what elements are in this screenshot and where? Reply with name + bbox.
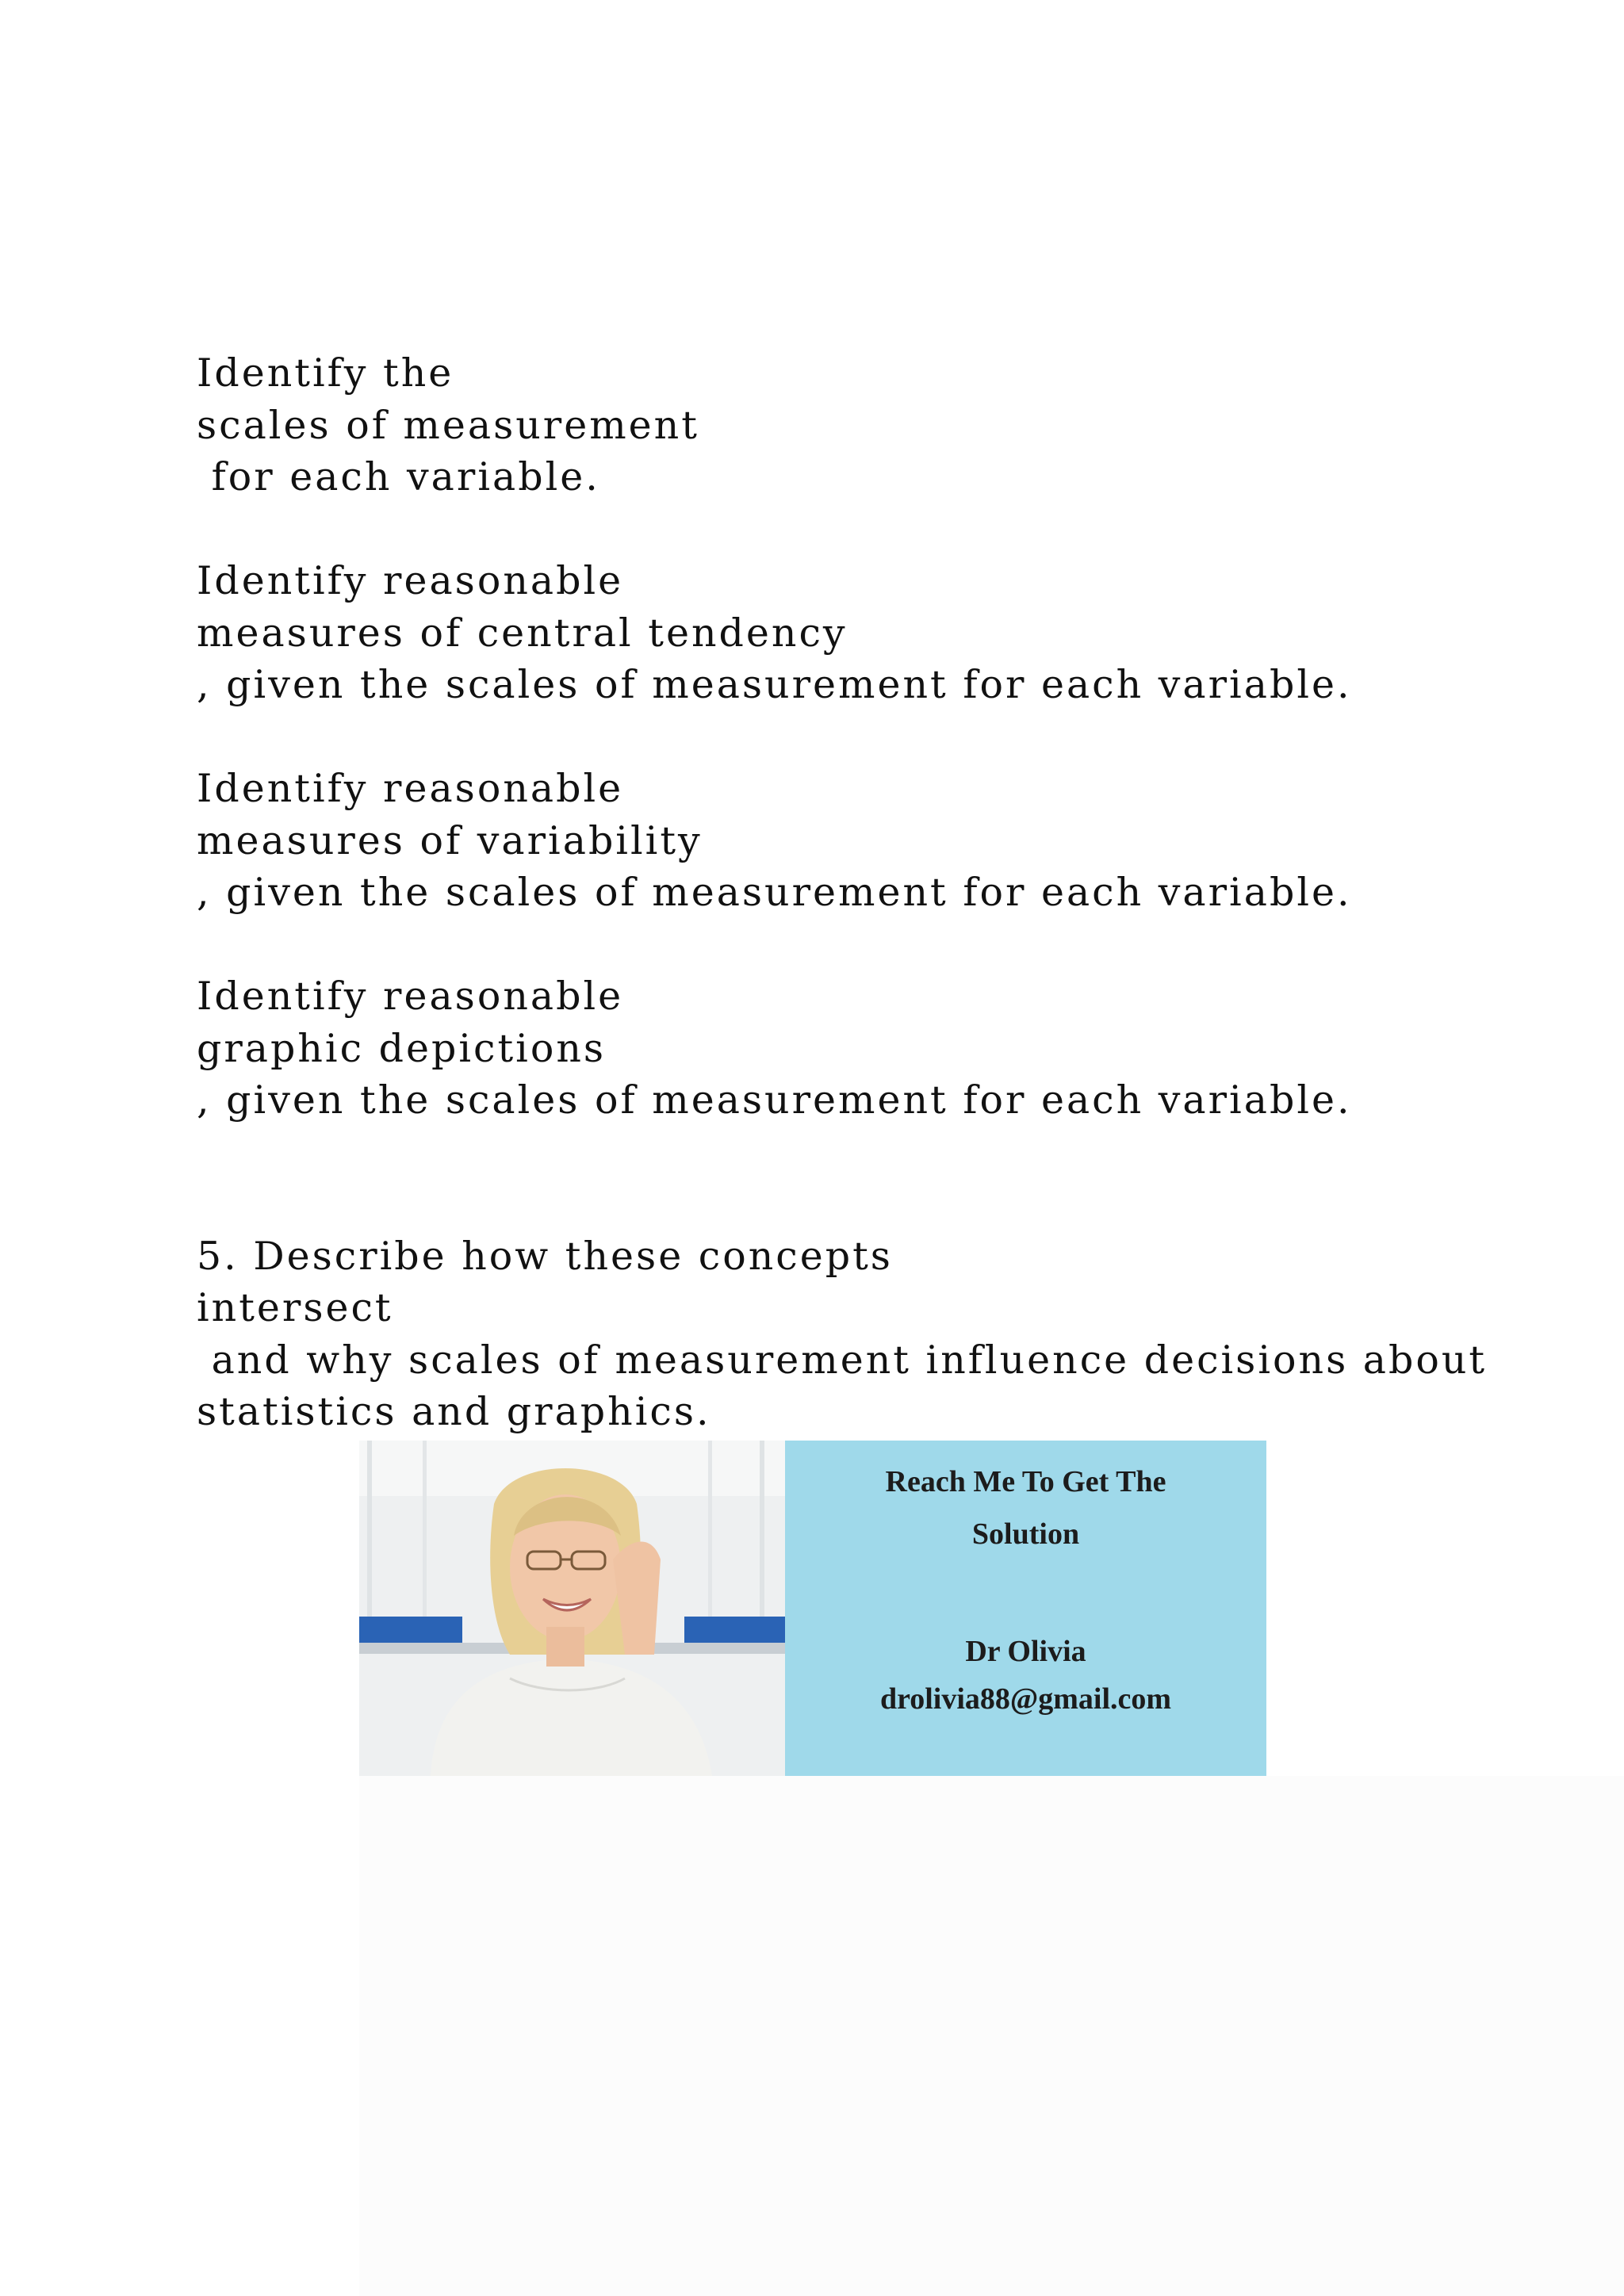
document-body (197, 347, 1488, 1438)
text-line: , given the scales of measurement for each variable. (197, 870, 1352, 915)
text-line: Identify the (197, 350, 454, 396)
text-line: , given the scales of measurement for each variable. (197, 662, 1352, 707)
contact-card (785, 1441, 1266, 1776)
text-line: Identify reasonable (197, 766, 624, 811)
paragraph-graphic-depictions (197, 970, 1481, 1127)
contact-email: drolivia88@gmail.com (879, 1682, 1172, 1716)
text-line: 5. Describe how these concepts (197, 1233, 893, 1279)
blank-area (359, 1776, 1624, 2296)
text-line: measures of central tendency (197, 610, 848, 656)
text-line: Identify reasonable (197, 974, 624, 1019)
text-line: graphic depictions (197, 1025, 607, 1071)
banner-headline-2: Solution (971, 1517, 1080, 1551)
paragraph-variability (197, 763, 1481, 919)
text-line: for each variable. (197, 454, 600, 499)
text-line: , given the scales of measurement for each variable. (197, 1077, 1352, 1123)
text-line: measures of variability (197, 817, 703, 863)
text-line: Identify reasonable (197, 558, 624, 603)
text-line: statistics and graphics. (197, 1389, 711, 1434)
banner-headline: Reach Me To Get The (885, 1465, 1166, 1498)
text-line: and why scales of measurement influence decisions about (197, 1337, 1488, 1383)
text-line: scales of measurement (197, 402, 699, 448)
woman-photo (359, 1441, 785, 1776)
paragraph-question-5 (197, 1230, 1488, 1438)
text-line: intersect (197, 1285, 393, 1330)
paragraph-scales (197, 347, 1481, 503)
paragraph-central-tendency (197, 555, 1481, 711)
contact-name: Dr Olivia (965, 1635, 1086, 1668)
contact-banner (359, 1441, 1266, 1776)
